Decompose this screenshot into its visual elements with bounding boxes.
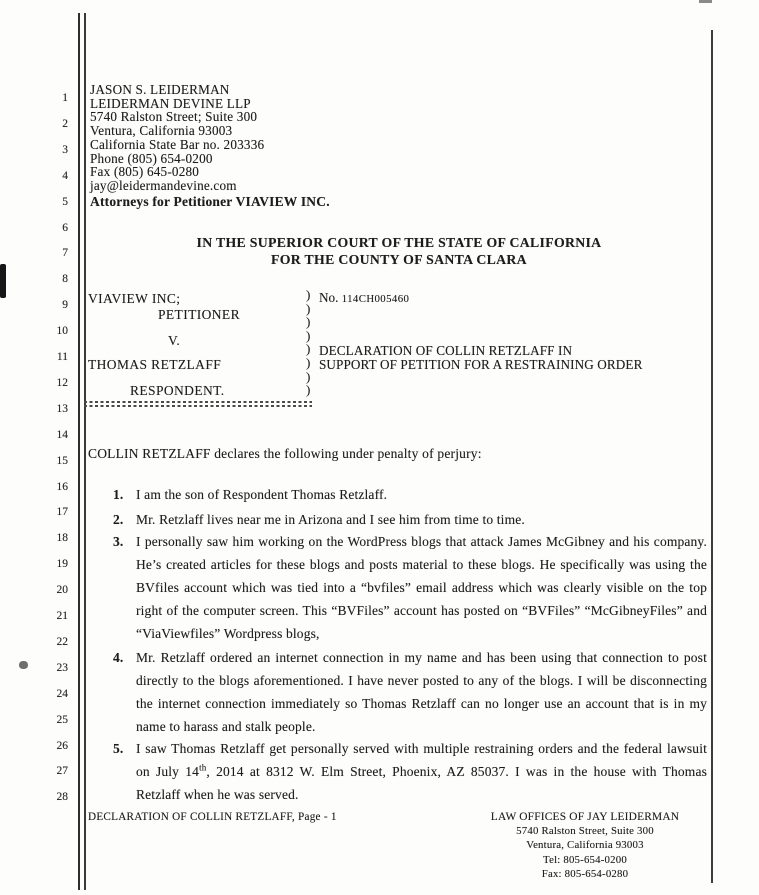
footer-document-label: DECLARATION OF COLLIN RETZLAFF, Page - 1 xyxy=(88,811,337,823)
petitioner-name: VIAVIEW INC; xyxy=(88,291,181,306)
scan-artifact-top-right xyxy=(699,0,712,3)
footer-right-line-3: Ventura, California 93003 xyxy=(526,839,644,852)
footer-right-line-5: Fax: 805-654-0280 xyxy=(541,867,629,880)
scan-artifact-left-edge xyxy=(0,264,6,298)
line-number-26: 26 xyxy=(56,739,68,752)
line-number-6: 6 xyxy=(62,221,68,234)
footer-right-line-4: Tel: 805-654-0200 xyxy=(543,853,627,866)
caption-paren-column xyxy=(306,288,310,397)
attorneys-for-line: Attorneys for Petitioner VIAVIEW INC. xyxy=(90,194,330,209)
attorney-line-1: JASON S. LEIDERMAN xyxy=(90,82,230,97)
attorney-line-3: 5740 Ralston Street; Suite 300 xyxy=(90,109,258,125)
caption-paren-8: ) xyxy=(306,382,311,398)
line-number-8: 8 xyxy=(62,273,68,286)
declaration-paragraph-5 xyxy=(113,737,707,806)
caption-paren-4: ) xyxy=(306,327,311,343)
line-number-5: 5 xyxy=(62,195,68,208)
attorney-line-2: LEIDERMAN DEVINE LLP xyxy=(90,95,251,111)
attorney-line-7: Fax (805) 645-0280 xyxy=(90,164,200,180)
line-number-9: 9 xyxy=(62,299,68,312)
line-number-14: 14 xyxy=(56,428,68,441)
attorney-line-8: jay@leidermandevine.com xyxy=(90,177,237,193)
petitioner-label: PETITIONER xyxy=(158,307,240,322)
paragraph-text-1: I am the son of Respondent Thomas Retzlaff. xyxy=(136,487,388,502)
attorney-line-4: Ventura, California 93003 xyxy=(90,123,233,139)
paragraph-text-2: Mr. Retzlaff lives near me in Arizona and I see him from time to time. xyxy=(136,512,525,527)
line-number-17: 17 xyxy=(56,506,68,519)
line-number-column xyxy=(38,0,68,895)
declaration-paragraph-3 xyxy=(113,530,707,645)
pleading-right-rule xyxy=(711,30,713,883)
caption-separator xyxy=(84,401,312,407)
line-number-18: 18 xyxy=(56,532,68,545)
attorney-line-5: California State Bar no. 203336 xyxy=(90,136,265,152)
line-number-4: 4 xyxy=(62,169,68,182)
respondent-name: THOMAS RETZLAFF xyxy=(88,357,222,372)
caption-paren-6: ) xyxy=(306,354,311,370)
paragraph-text-4: Mr. Retzlaff ordered an internet connection in my name and has been using that connection to post directly to the blogs aforementioned. I have never posted to any of the blogs. I will be disconnecting the internet connection immediately so Thomas Retzlaff can no longer use an account that is in my name to harass and stalk people. xyxy=(136,650,707,734)
paragraph-number-3: 3. xyxy=(113,534,124,549)
line-number-13: 13 xyxy=(56,402,68,415)
document-title xyxy=(319,344,711,372)
caption-paren-5: ) xyxy=(306,341,311,357)
scan-artifact-margin-dot xyxy=(19,661,28,669)
caption-paren-7: ) xyxy=(306,368,311,384)
line-number-1: 1 xyxy=(62,92,68,104)
court-heading-line1: IN THE SUPERIOR COURT OF THE STATE OF CALIFORNIA xyxy=(196,235,602,250)
paragraph-number-4: 4. xyxy=(113,650,124,665)
paragraph-text-5: I saw Thomas Retzlaff get personally served with multiple restraining orders and the federal lawsuit on July 14th, 2014 at 8312 W. Elm Street, Phoenix, AZ 85037. I was in the house with Thomas Retzlaff when he was served. xyxy=(136,741,707,802)
footer-right-line-2: 5740 Ralston Street, Suite 300 xyxy=(516,825,654,838)
paragraph-number-2: 2. xyxy=(113,512,124,527)
line-number-10: 10 xyxy=(56,325,68,338)
footer-right-line-1: LAW OFFICES OF JAY LEIDERMAN xyxy=(490,811,680,823)
attorney-contact-block xyxy=(90,83,264,193)
declaration-intro: COLLIN RETZLAFF declares the following under penalty of perjury: xyxy=(88,446,482,461)
case-number-row xyxy=(319,290,409,306)
line-number-7: 7 xyxy=(62,247,68,260)
line-number-11: 11 xyxy=(56,351,68,363)
footer-law-office-block xyxy=(455,810,715,881)
court-heading-line2: FOR THE COUNTY OF SANTA CLARA xyxy=(271,251,527,267)
document-title-line2: SUPPORT OF PETITION FOR A RESTRAINING ORDER xyxy=(319,356,643,372)
line-number-22: 22 xyxy=(56,635,68,648)
caption-paren-3: ) xyxy=(306,314,311,330)
paragraph-text-3: I personally saw him working on the WordPress blogs that attack James McGibney and his company. He’s created articles for these blogs and posts material to these blogs. He specifically was using the BVfiles account which was tied into a “bvfiles” email address which was clearly visible on the top right of the computer screen. This “BVFiles” account has posted on “BVFiles” “McGibneyFiles” and “ViaViewfiles” Wordpress blogs, xyxy=(136,534,707,641)
line-number-2: 2 xyxy=(62,117,68,130)
declaration-paragraph-4 xyxy=(113,646,707,738)
line-number-12: 12 xyxy=(56,376,68,389)
attorney-line-6: Phone (805) 654-0200 xyxy=(90,150,213,166)
line-number-27: 27 xyxy=(56,765,68,778)
line-number-28: 28 xyxy=(56,791,68,804)
case-number: 114CH005460 xyxy=(341,293,410,305)
declaration-paragraph-1 xyxy=(113,483,707,506)
line-number-24: 24 xyxy=(56,687,68,700)
paragraph-number-5: 5. xyxy=(113,741,124,756)
caption-paren-1: ) xyxy=(306,287,311,302)
versus-label: V. xyxy=(168,333,181,348)
line-number-21: 21 xyxy=(56,610,68,622)
pleading-left-double-rule xyxy=(78,13,86,890)
line-number-15: 15 xyxy=(56,454,68,467)
court-heading xyxy=(88,235,710,268)
line-number-23: 23 xyxy=(56,661,68,674)
declaration-paragraph-2 xyxy=(113,508,707,531)
line-number-25: 25 xyxy=(56,713,68,726)
caption-paren-2: ) xyxy=(306,300,311,316)
line-number-19: 19 xyxy=(56,558,68,571)
respondent-label: RESPONDENT. xyxy=(130,383,225,398)
case-number-label: No. xyxy=(319,290,339,305)
line-number-20: 20 xyxy=(56,584,68,597)
line-number-3: 3 xyxy=(62,143,68,156)
paragraph-number-1: 1. xyxy=(113,487,124,502)
line-number-16: 16 xyxy=(56,480,68,493)
document-title-line1: DECLARATION OF COLLIN RETZLAFF IN xyxy=(319,343,573,358)
